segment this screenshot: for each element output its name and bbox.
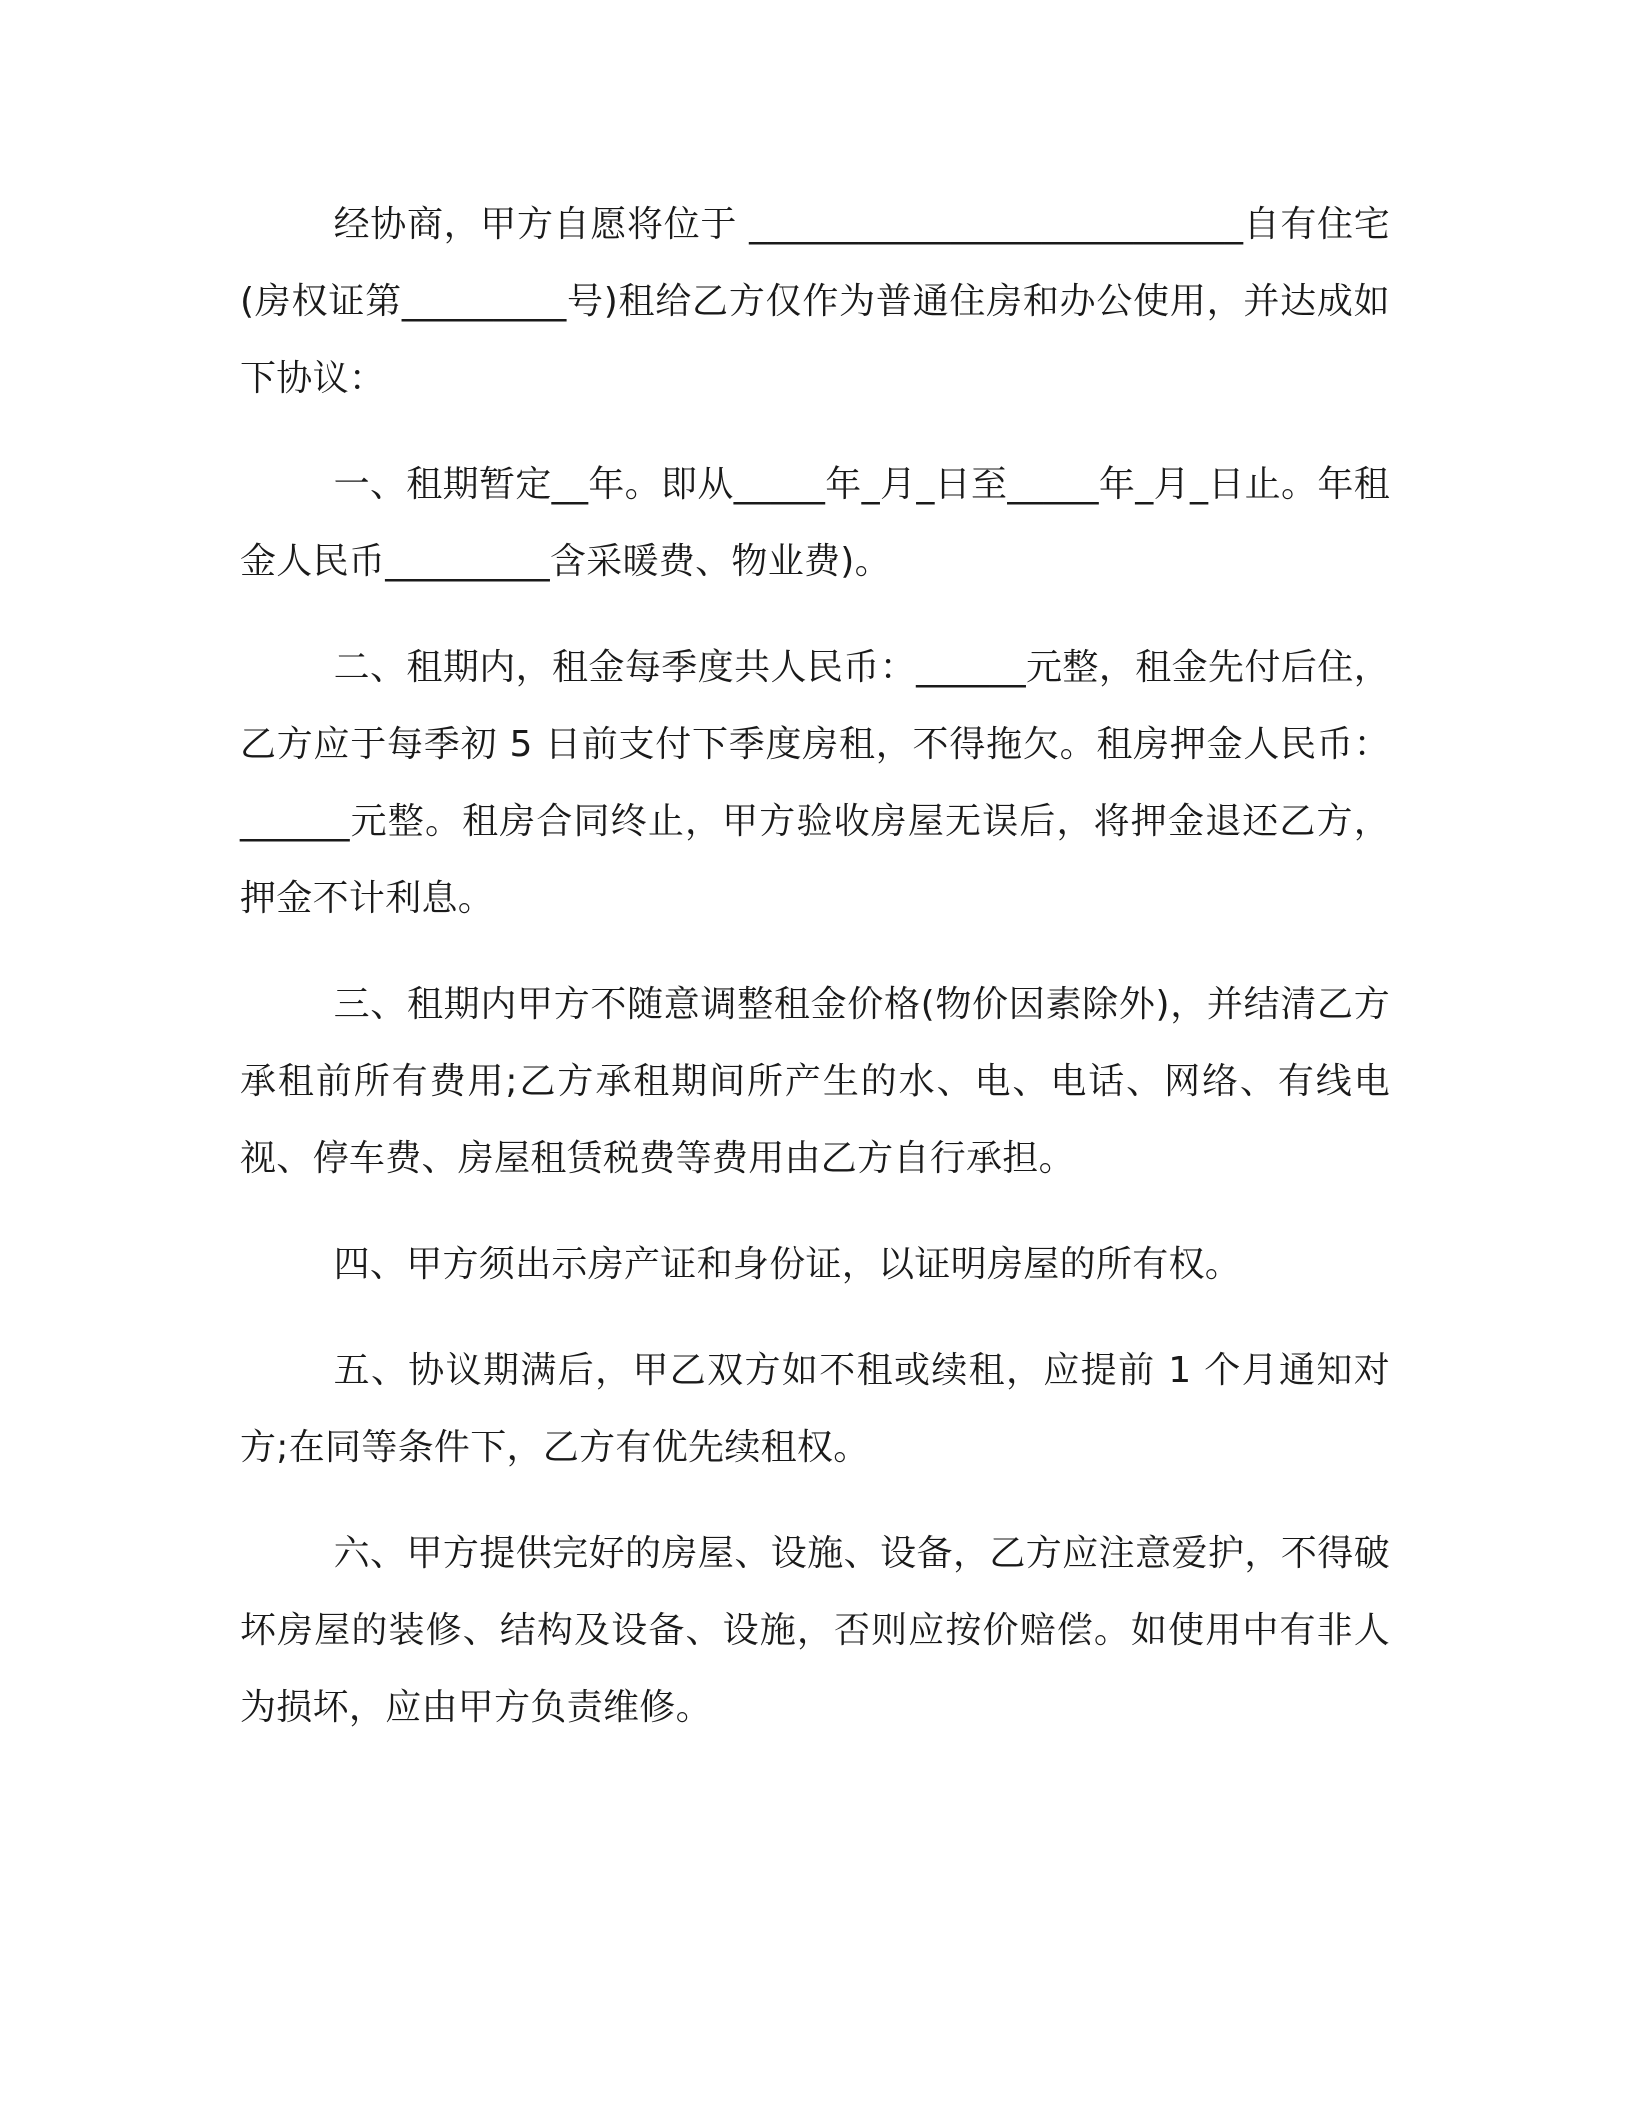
- paragraph-clause-4: 四、甲方须出示房产证和身份证，以证明房屋的所有权。: [333, 1244, 1242, 1285]
- document-body: [240, 186, 1390, 1775]
- paragraph-clause-1: 一、租期暂定__年。即从_____年_月_日至_____年_月_日止。年租金人民币_________含采暖费、物业费)。: [240, 464, 1390, 582]
- paragraph-clause-5: 五、协议期满后，甲乙双方如不租或续租，应提前 1 个月通知对方;在同等条件下，乙方有优先续租权。: [240, 1350, 1390, 1468]
- paragraph-clause-3: 三、租期内甲方不随意调整租金价格(物价因素除外)，并结清乙方承租前所有费用;乙方承租期间所产生的水、电、电话、网络、有线电视、停车费、房屋租赁税费等费用由乙方自行承担。: [240, 984, 1390, 1179]
- paragraph-clause-2: 二、租期内，租金每季度共人民币：______元整，租金先付后住，乙方应于每季初 5 日前支付下季度房租，不得拖欠。租房押金人民币：______元整。租房合同终止，甲方验收房屋无误后，将押金退还乙方，押金不计利息。: [240, 647, 1390, 919]
- paragraph-intro: 经协商，甲方自愿将位于 ___________________________自有住宅(房权证第_________号)租给乙方仅作为普通住房和办公使用，并达成如下协议：: [240, 204, 1390, 399]
- paragraph-clause-6: 六、甲方提供完好的房屋、设施、设备，乙方应注意爱护，不得破坏房屋的装修、结构及设备、设施，否则应按价赔偿。如使用中有非人为损坏，应由甲方负责维修。: [240, 1533, 1390, 1728]
